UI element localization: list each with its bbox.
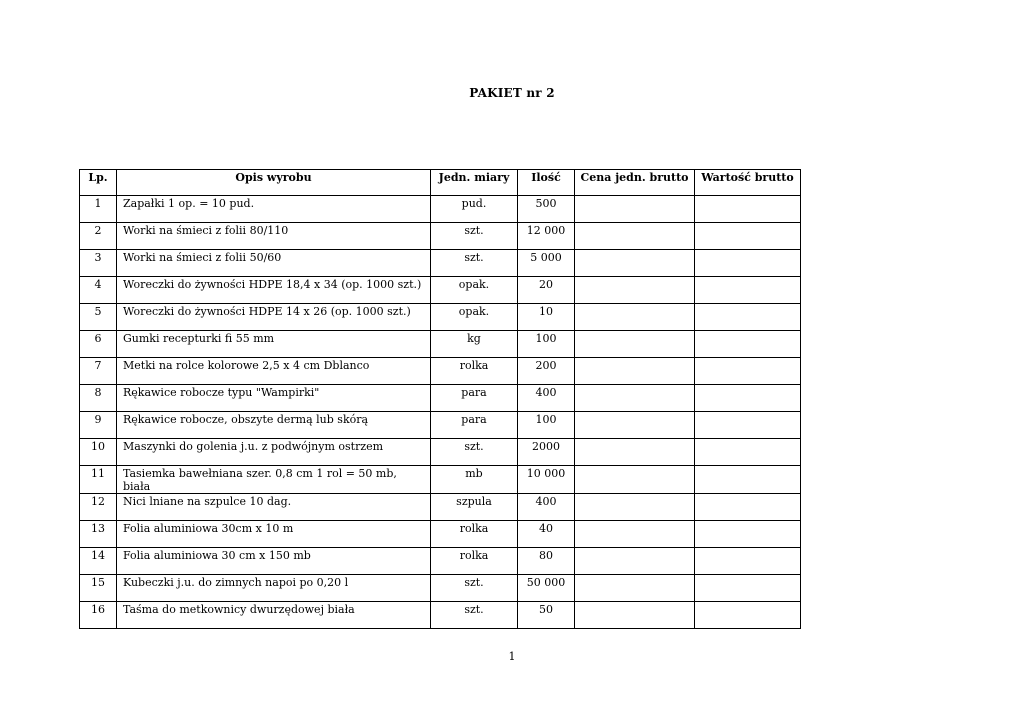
header-lp: Lp. — [80, 170, 117, 196]
cell-lp: 14 — [80, 548, 117, 575]
cell-lp: 1 — [80, 196, 117, 223]
cell-unit: szt. — [431, 602, 518, 629]
table-row — [80, 575, 801, 602]
cell-description: Tasiemka bawełniana szer. 0,8 cm 1 rol = 50 mb, biała — [117, 466, 431, 494]
cell-total-value — [695, 196, 801, 223]
cell-description: Folia aluminiowa 30 cm x 150 mb — [117, 548, 431, 575]
cell-unit: szt. — [431, 439, 518, 466]
cell-lp: 3 — [80, 250, 117, 277]
cell-total-value — [695, 494, 801, 521]
cell-total-value — [695, 439, 801, 466]
cell-unit: szt. — [431, 250, 518, 277]
cell-description: Metki na rolce kolorowe 2,5 x 4 cm Dblanco — [117, 358, 431, 385]
cell-unit: mb — [431, 466, 518, 494]
cell-total-value — [695, 602, 801, 629]
table-row — [80, 304, 801, 331]
cell-unit-price — [575, 331, 695, 358]
cell-lp: 16 — [80, 602, 117, 629]
cell-total-value — [695, 250, 801, 277]
cell-total-value — [695, 575, 801, 602]
cell-lp: 2 — [80, 223, 117, 250]
cell-total-value — [695, 548, 801, 575]
cell-total-value — [695, 412, 801, 439]
table-row — [80, 466, 801, 494]
cell-quantity: 80 — [518, 548, 575, 575]
cell-unit-price — [575, 196, 695, 223]
cell-description: Folia aluminiowa 30cm x 10 m — [117, 521, 431, 548]
cell-total-value — [695, 277, 801, 304]
cell-quantity: 20 — [518, 277, 575, 304]
cell-lp: 5 — [80, 304, 117, 331]
cell-quantity: 200 — [518, 358, 575, 385]
cell-unit: kg — [431, 331, 518, 358]
table-row — [80, 196, 801, 223]
cell-quantity: 100 — [518, 331, 575, 358]
table-row — [80, 439, 801, 466]
cell-quantity: 12 000 — [518, 223, 575, 250]
cell-unit-price — [575, 466, 695, 494]
cell-unit: rolka — [431, 521, 518, 548]
cell-quantity: 5 000 — [518, 250, 575, 277]
table-header-row — [80, 170, 801, 196]
cell-unit: rolka — [431, 358, 518, 385]
cell-quantity: 50 000 — [518, 575, 575, 602]
cell-unit: szt. — [431, 223, 518, 250]
cell-lp: 13 — [80, 521, 117, 548]
page-title: PAKIET nr 2 — [469, 86, 555, 100]
cell-quantity: 400 — [518, 385, 575, 412]
cell-unit-price — [575, 575, 695, 602]
cell-unit: szt. — [431, 575, 518, 602]
cell-lp: 8 — [80, 385, 117, 412]
cell-total-value — [695, 521, 801, 548]
cell-lp: 9 — [80, 412, 117, 439]
cell-unit-price — [575, 277, 695, 304]
cell-description: Rękawice robocze, obszyte dermą lub skórą — [117, 412, 431, 439]
cell-description: Worki na śmieci z folii 80/110 — [117, 223, 431, 250]
cell-lp: 15 — [80, 575, 117, 602]
cell-unit-price — [575, 358, 695, 385]
cell-total-value — [695, 331, 801, 358]
cell-description: Nici lniane na szpulce 10 dag. — [117, 494, 431, 521]
cell-unit: pud. — [431, 196, 518, 223]
header-quantity: Ilość — [518, 170, 575, 196]
cell-unit: opak. — [431, 304, 518, 331]
cell-quantity: 400 — [518, 494, 575, 521]
cell-total-value — [695, 385, 801, 412]
cell-unit-price — [575, 521, 695, 548]
cell-quantity: 10 000 — [518, 466, 575, 494]
cell-unit: para — [431, 412, 518, 439]
cell-lp: 7 — [80, 358, 117, 385]
cell-unit-price — [575, 304, 695, 331]
table-row — [80, 494, 801, 521]
table-row — [80, 223, 801, 250]
table-row — [80, 385, 801, 412]
cell-lp: 11 — [80, 466, 117, 494]
header-description: Opis wyrobu — [117, 170, 431, 196]
cell-lp: 10 — [80, 439, 117, 466]
cell-total-value — [695, 466, 801, 494]
header-total-value: Wartość brutto — [695, 170, 801, 196]
header-unit: Jedn. miary — [431, 170, 518, 196]
cell-quantity: 10 — [518, 304, 575, 331]
cell-unit: para — [431, 385, 518, 412]
items-table — [79, 169, 801, 629]
cell-unit-price — [575, 250, 695, 277]
cell-lp: 4 — [80, 277, 117, 304]
cell-description: Zapałki 1 op. = 10 pud. — [117, 196, 431, 223]
cell-quantity: 40 — [518, 521, 575, 548]
cell-total-value — [695, 223, 801, 250]
cell-unit: rolka — [431, 548, 518, 575]
cell-unit-price — [575, 412, 695, 439]
cell-total-value — [695, 358, 801, 385]
cell-description: Gumki recepturki fi 55 mm — [117, 331, 431, 358]
cell-lp: 12 — [80, 494, 117, 521]
table-row — [80, 250, 801, 277]
cell-description: Maszynki do golenia j.u. z podwójnym ostrzem — [117, 439, 431, 466]
cell-quantity: 100 — [518, 412, 575, 439]
cell-description: Worki na śmieci z folii 50/60 — [117, 250, 431, 277]
table-row — [80, 521, 801, 548]
cell-quantity: 50 — [518, 602, 575, 629]
cell-quantity: 2000 — [518, 439, 575, 466]
cell-unit-price — [575, 385, 695, 412]
header-unit-price: Cena jedn. brutto — [575, 170, 695, 196]
cell-lp: 6 — [80, 331, 117, 358]
table-row — [80, 602, 801, 629]
cell-unit-price — [575, 494, 695, 521]
cell-total-value — [695, 304, 801, 331]
cell-quantity: 500 — [518, 196, 575, 223]
cell-unit-price — [575, 602, 695, 629]
cell-description: Woreczki do żywności HDPE 18,4 x 34 (op. 1000 szt.) — [117, 277, 431, 304]
cell-unit: opak. — [431, 277, 518, 304]
table-row — [80, 412, 801, 439]
cell-unit: szpula — [431, 494, 518, 521]
table-row — [80, 548, 801, 575]
cell-unit-price — [575, 223, 695, 250]
table-row — [80, 277, 801, 304]
table-row — [80, 331, 801, 358]
cell-description: Kubeczki j.u. do zimnych napoi po 0,20 l — [117, 575, 431, 602]
table-row — [80, 358, 801, 385]
cell-description: Rękawice robocze typu "Wampirki" — [117, 385, 431, 412]
cell-unit-price — [575, 548, 695, 575]
cell-description: Woreczki do żywności HDPE 14 x 26 (op. 1000 szt.) — [117, 304, 431, 331]
page-number: 1 — [508, 650, 516, 663]
cell-unit-price — [575, 439, 695, 466]
cell-description: Taśma do metkownicy dwurzędowej biała — [117, 602, 431, 629]
